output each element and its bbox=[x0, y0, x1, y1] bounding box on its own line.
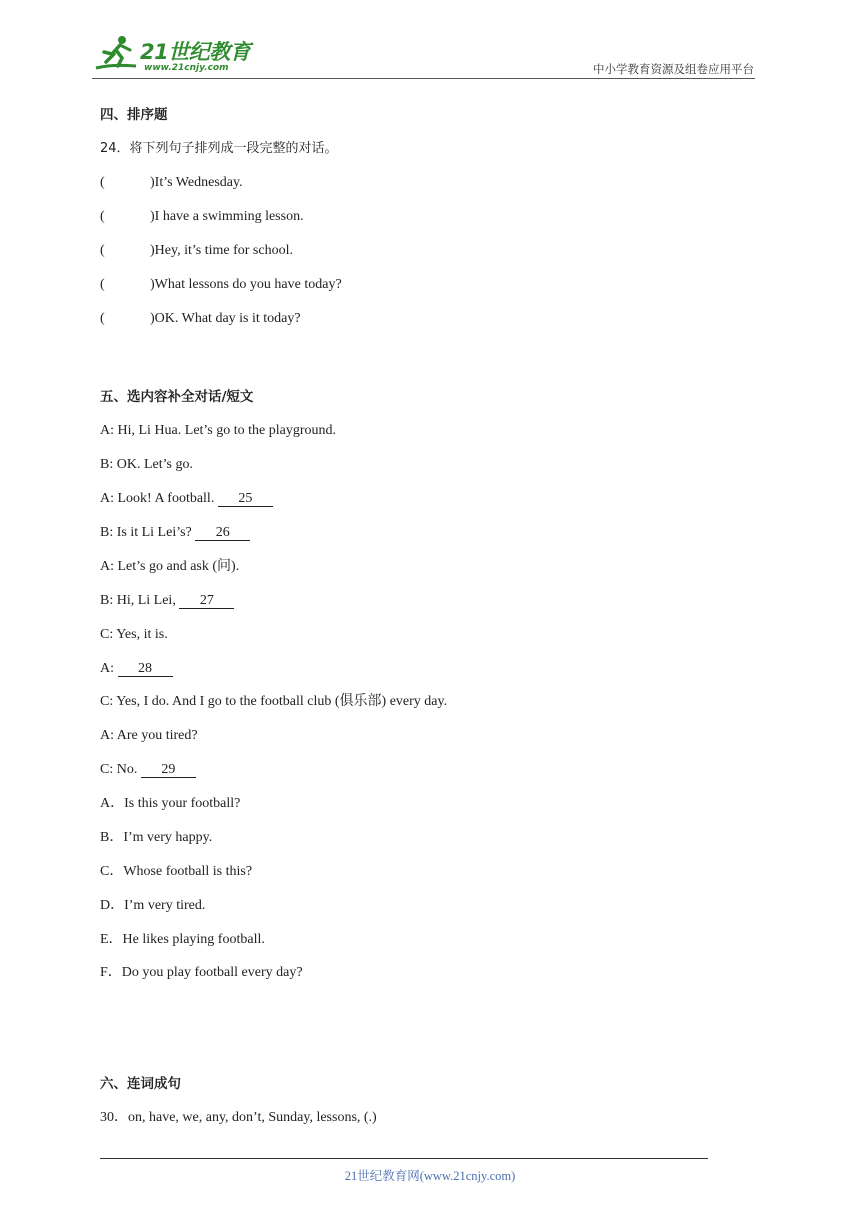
dialogue-line bbox=[100, 694, 447, 710]
dialogue-line bbox=[100, 593, 234, 609]
option-d: D．I’m very tired. bbox=[100, 898, 206, 913]
ordering-item bbox=[100, 209, 304, 225]
blank-28[interactable]: 28 bbox=[118, 661, 173, 677]
dialogue-line bbox=[100, 559, 239, 575]
option-e: E．He likes playing football. bbox=[100, 932, 265, 947]
ordering-item bbox=[100, 175, 243, 191]
site-logo[interactable] bbox=[92, 34, 262, 78]
answer-blank[interactable]: ( bbox=[100, 243, 105, 258]
ordering-text: )It’s Wednesday. bbox=[150, 175, 243, 190]
dialogue-text: B: Is it Li Lei’s? bbox=[100, 525, 196, 540]
answer-blank[interactable]: ( bbox=[100, 311, 105, 326]
ordering-item bbox=[100, 243, 293, 259]
ordering-text: )OK. What day is it today? bbox=[150, 311, 301, 326]
dialogue-text: C: No. bbox=[100, 762, 141, 777]
dialogue-line bbox=[100, 661, 173, 677]
dialogue-line bbox=[100, 728, 198, 744]
blank-27[interactable]: 27 bbox=[179, 593, 234, 609]
blank-29[interactable]: 29 bbox=[141, 762, 196, 778]
section-heading-5: 五、选内容补全对话/短文 bbox=[100, 389, 254, 405]
logo-url: www.21cnjy.com bbox=[144, 63, 229, 73]
dialogue-text: B: OK. Let’s go. bbox=[100, 457, 193, 472]
blank-25[interactable]: 25 bbox=[218, 491, 273, 507]
section-heading-4: 四、排序题 bbox=[100, 107, 168, 123]
blank-26[interactable]: 26 bbox=[195, 525, 250, 541]
option-c: C．Whose football is this? bbox=[100, 864, 253, 879]
dialogue-text: A: bbox=[100, 661, 118, 676]
platform-name: 中小学教育资源及组卷应用平台 bbox=[593, 62, 754, 76]
dialogue-text: A: Look! A football. bbox=[100, 491, 218, 506]
option-a: A．Is this your football? bbox=[100, 796, 241, 811]
dialogue-line bbox=[100, 762, 196, 778]
dialogue-text: B: Hi, Li Lei, bbox=[100, 593, 180, 608]
dialogue-line bbox=[100, 457, 193, 473]
question-30: 30．on, have, we, any, don’t, Sunday, lessons, (.) bbox=[100, 1110, 377, 1125]
footer-divider bbox=[100, 1158, 708, 1159]
dialogue-line bbox=[100, 525, 250, 541]
ordering-text: )I have a swimming lesson. bbox=[150, 209, 304, 224]
page-header bbox=[0, 0, 860, 80]
footer-link[interactable]: 21世纪教育网(www.21cnjy.com) bbox=[344, 1169, 516, 1183]
dialogue-text: A: Let’s go and ask (问). bbox=[100, 559, 240, 574]
dialogue-text: C: Yes, it is. bbox=[100, 627, 168, 642]
dialogue-line bbox=[100, 491, 273, 507]
answer-blank[interactable]: ( bbox=[100, 209, 105, 224]
question-24: 24．将下列句子排列成一段完整的对话。 bbox=[100, 141, 338, 156]
header-divider bbox=[92, 78, 755, 79]
option-b: B．I’m very happy. bbox=[100, 830, 213, 845]
dialogue-text: A: Are you tired? bbox=[100, 728, 198, 743]
ordering-item bbox=[100, 277, 342, 293]
dialogue-text: A: Hi, Li Hua. Let’s go to the playground. bbox=[100, 423, 337, 438]
dialogue-line bbox=[100, 627, 168, 643]
answer-blank[interactable]: ( bbox=[100, 277, 105, 292]
section-heading-6: 六、连词成句 bbox=[100, 1076, 181, 1092]
ordering-text: )Hey, it’s time for school. bbox=[150, 243, 293, 258]
dialogue-text: C: Yes, I do. And I go to the football club (俱乐部) every day. bbox=[100, 694, 448, 709]
runner-logo-icon bbox=[92, 34, 142, 76]
ordering-item bbox=[100, 311, 301, 327]
option-f: F．Do you play football every day? bbox=[100, 965, 303, 980]
logo-text: 21世纪教育 bbox=[140, 40, 251, 64]
answer-blank[interactable]: ( bbox=[100, 175, 105, 190]
ordering-text: )What lessons do you have today? bbox=[150, 277, 342, 292]
dialogue-line bbox=[100, 423, 336, 439]
